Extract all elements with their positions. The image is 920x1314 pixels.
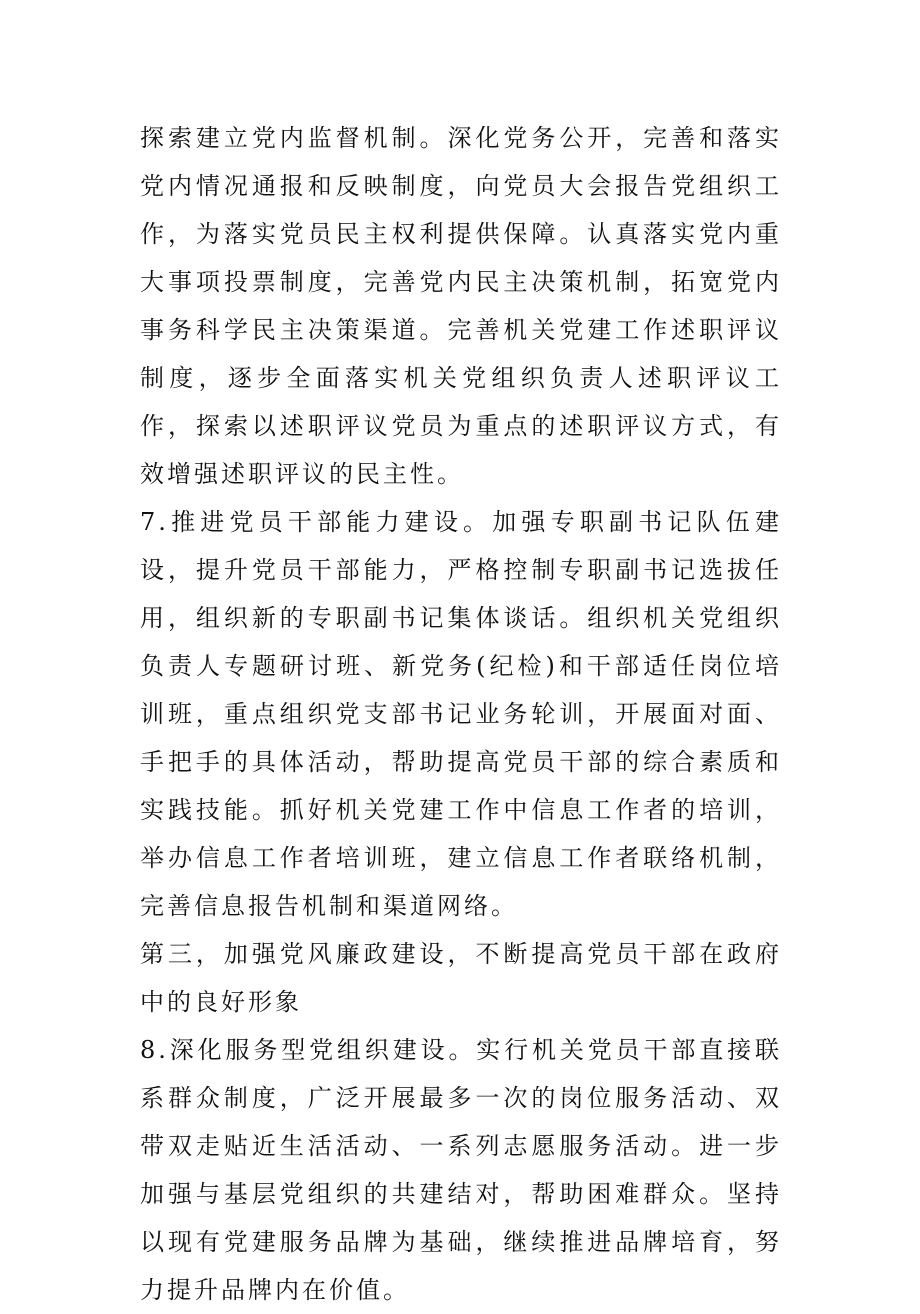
paragraph-item-8-service-organization: 8.深化服务型党组织建设。实行机关党员干部直接联系群众制度，广泛开展最多一次的岗位服务活动、双带双走贴近生活活动、一系列志愿服务活动。进一步加强与基层党组织的共建结对，帮助困难群众。坚持以现有党建服务品牌为基础，继续推进品牌培育，努力提升品牌内在价值。 — [140, 1036, 782, 1304]
section-heading-third: 第三，加强党风廉政建设，不断提高党员干部在政府中的良好形象 — [140, 940, 782, 1016]
paragraph-item-7-cadre-capacity: 7.推进党员干部能力建设。加强专职副书记队伍建设，提升党员干部能力，严格控制专职副书记选拔任用，组织新的专职副书记集体谈话。组织机关党组织负责人专题研讨班、新党务(纪检)和干部适任岗位培训班，重点组织党支部书记业务轮训，开展面对面、手把手的具体活动，帮助提高党员干部的综合素质和实践技能。抓好机关党建工作中信息工作者的培训，举办信息工作者培训班，建立信息工作者联络机制，完善信息报告机制和渠道网络。 — [140, 508, 782, 920]
document-body — [140, 114, 782, 1314]
paragraph-intra-party-supervision: 探索建立党内监督机制。深化党务公开，完善和落实党内情况通报和反映制度，向党员大会报告党组织工作，为落实党员民主权利提供保障。认真落实党内重大事项投票制度，完善党内民主决策机制，拓宽党内事务科学民主决策渠道。完善机关党建工作述职评议制度，逐步全面落实机关党组织负责人述职评议工作，探索以述职评议党员为重点的述职评议方式，有效增强述职评议的民主性。 — [140, 124, 782, 488]
